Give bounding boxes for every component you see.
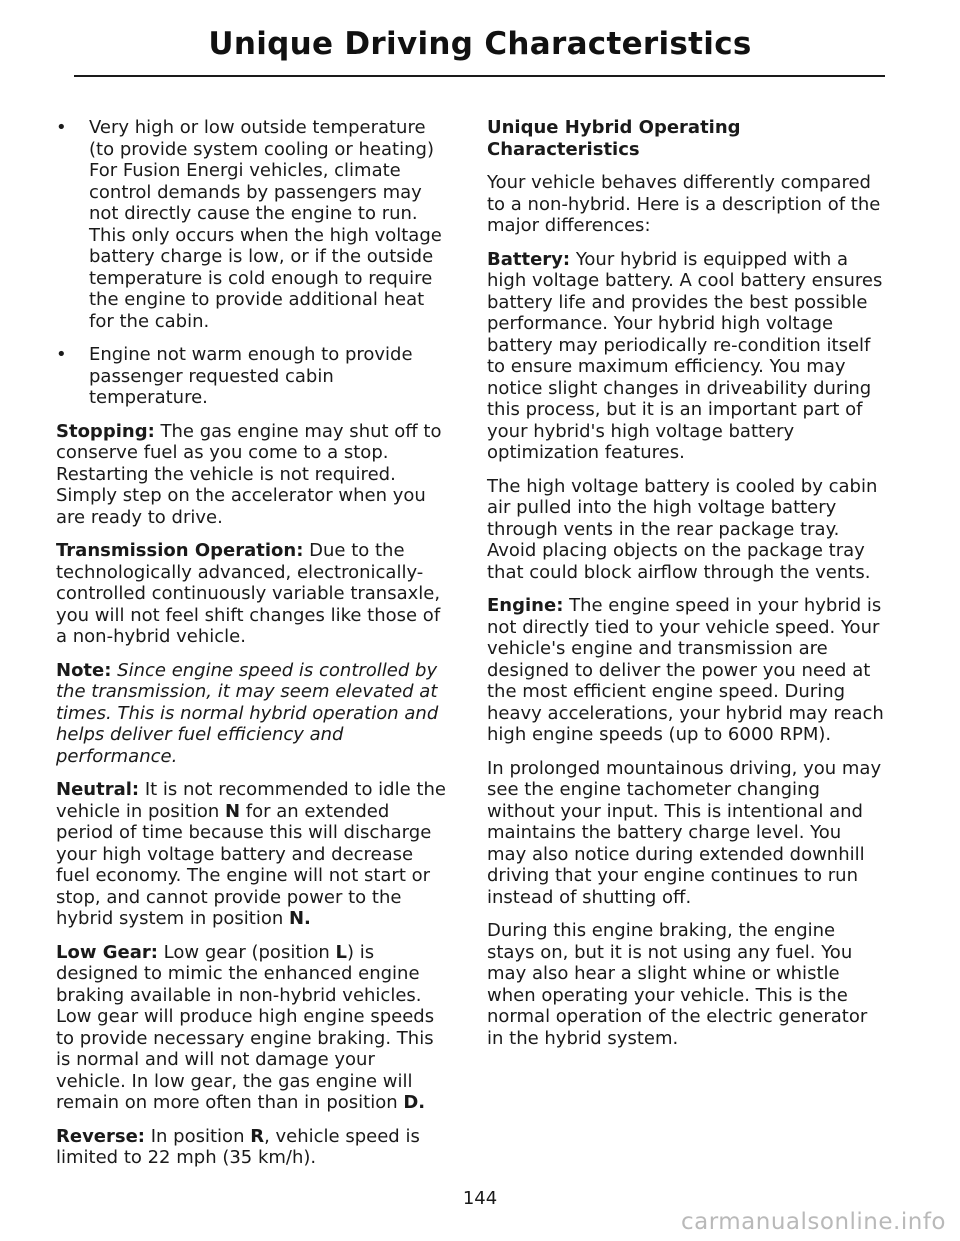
neutral-text: for an extended period of time because this will discharge your high voltage battery and decrease fuel economy. The engine will not start or stop, and cannot provide power to the hybrid system in position <box>56 800 432 929</box>
bullet-mark: • <box>56 117 67 138</box>
battery-paragraph <box>487 249 885 464</box>
transmission-label: Transmission Operation: <box>56 540 304 561</box>
page-number: 144 <box>462 1188 498 1209</box>
battery-text: Your hybrid is equipped with a high voltage battery. A cool battery ensures battery life and provides the best possible performance. Your hybrid high voltage battery may periodically re-condition itself to ensure maximum efficiency. You may notice slight changes in driveability during this process, but it is an important part of your hybrid's high voltage battery optimization features. <box>487 248 883 463</box>
stopping-text: The gas engine may shut off to conserve fuel as you come to a stop. Restarting the vehicle is not required. Simply step on the accelerator when you are ready to drive. <box>56 420 442 528</box>
note-paragraph <box>56 660 450 768</box>
section-heading: Unique Hybrid Operating Characteristics <box>487 117 741 160</box>
watermark: carmanualsonline.info <box>680 1209 946 1235</box>
low-gear-text: ) is designed to mimic the enhanced engine braking available in non-hybrid vehicles. Low gear will produce high engine speeds to provide necessary engine braking. This is normal and will not damage your vehicle. In low gear, the gas engine will remain on more often than in position <box>56 941 435 1113</box>
right-column <box>487 117 885 1061</box>
transmission-paragraph <box>56 540 450 648</box>
reverse-paragraph <box>56 1126 450 1169</box>
engine-paragraph <box>487 595 885 746</box>
gear-position: D. <box>403 1092 426 1113</box>
low-gear-paragraph <box>56 942 450 1114</box>
engine-label: Engine: <box>487 595 564 616</box>
low-gear-text: Low gear (position <box>157 941 336 963</box>
page-title: Unique Driving Characteristics <box>208 26 752 62</box>
battery-cooling-paragraph: The high voltage battery is cooled by cabin air pulled into the high voltage battery through vents in the rear package tray. Avoid placing objects on the package tray that could block airflow through the vents. <box>487 475 878 583</box>
bullet-mark: • <box>56 344 67 365</box>
gear-position: N <box>224 800 241 822</box>
header-divider <box>74 75 885 77</box>
gear-position: N. <box>288 908 311 929</box>
neutral-label: Neutral: <box>56 779 140 800</box>
gear-position: L <box>335 941 348 963</box>
bullet-text: Very high or low outside temperature (to provide system cooling or heating) For Fusion Energi vehicles, climate control demands by passengers may not directly cause the engine to run. This only occurs when the high voltage battery charge is low, or if the outside temperature is cold enough to require the engine to provide additional heat for the cabin. <box>89 117 442 332</box>
stopping-paragraph <box>56 421 450 529</box>
bullet-item <box>56 117 450 332</box>
note-text: Since engine speed is controlled by the transmission, it may seem elevated at times. This is normal hybrid operation and helps deliver fuel efficiency and performance. <box>56 659 439 767</box>
transmission-text: Due to the technologically advanced, electronically-controlled continuously variable transaxle, you will not feel shift changes like those of a non-hybrid vehicle. <box>56 540 441 647</box>
low-gear-label: Low Gear: <box>56 941 158 963</box>
neutral-text: It is not recommended to idle the vehicle in position <box>56 779 446 822</box>
note-label: Note: <box>56 659 112 681</box>
stopping-label: Stopping: <box>56 420 155 442</box>
intro-paragraph: Your vehicle behaves differently compared to a non-hybrid. Here is a description of the major differences: <box>487 172 881 236</box>
battery-label: Battery: <box>487 248 571 270</box>
reverse-text: , vehicle speed is limited to 22 mph (35 km/h). <box>56 1125 420 1168</box>
neutral-paragraph <box>56 779 450 930</box>
bullet-text: Engine not warm enough to provide passenger requested cabin temperature. <box>89 344 413 408</box>
engine-text: The engine speed in your hybrid is not directly tied to your vehicle speed. Your vehicle's engine and transmission are designed to deliver the power you need at the most efficient engine speed. During heavy accelerations, your hybrid may reach high engine speeds (up to 6000 RPM). <box>487 595 884 745</box>
reverse-label: Reverse: <box>56 1125 146 1147</box>
gear-position: R <box>250 1125 265 1147</box>
mountain-driving-paragraph: In prolonged mountainous driving, you may see the engine tachometer changing without your input. This is intentional and maintains the battery charge level. You may also notice during extended downhill driving that your engine continues to run instead of shutting off. <box>487 757 882 908</box>
reverse-text: In position <box>145 1125 251 1147</box>
engine-braking-paragraph: During this engine braking, the engine stays on, but it is not using any fuel. You may also hear a slight whine or whistle when operating your vehicle. This is the normal operation of the electric generator in the hybrid system. <box>487 920 868 1049</box>
bullet-item <box>56 344 450 409</box>
left-column <box>56 117 450 1181</box>
